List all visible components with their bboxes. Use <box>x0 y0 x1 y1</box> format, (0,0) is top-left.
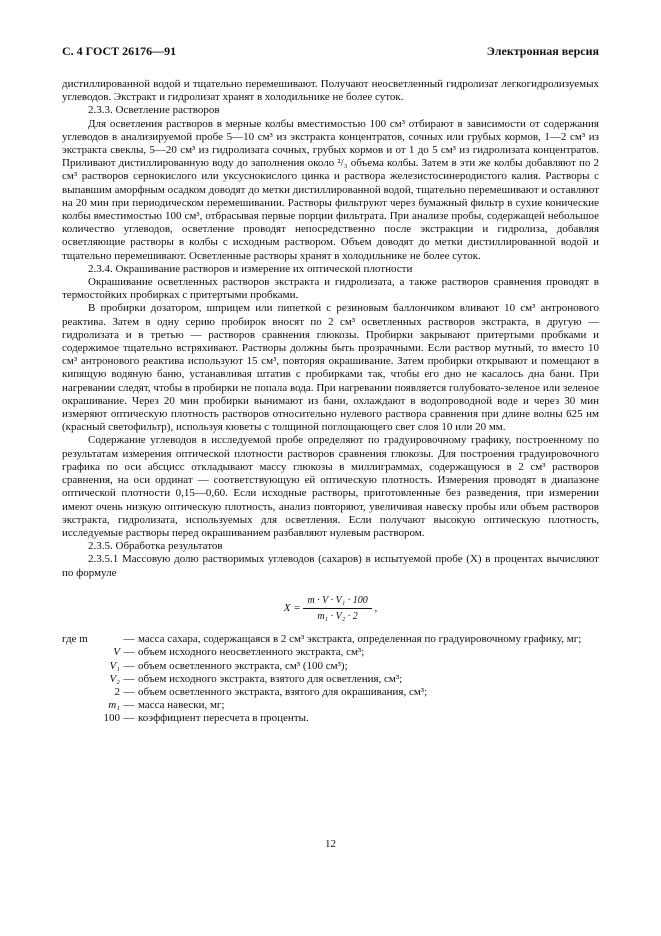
legend-symbol: V <box>113 646 120 659</box>
legend-text: масса сахара, содержащаяся в 2 см³ экстракта, определенная по градуировочному графику, мг; <box>138 633 582 646</box>
section-heading-2-3-3: 2.3.3. Осветление растворов <box>88 104 220 117</box>
paragraph-continuation: дистиллированной водой и тщательно перемешивают. Получают неосветленный гидролизат легкогидролизуемых углеводов. Экстракт и гидролизат хранят в холодильнике не более суток. <box>62 78 599 104</box>
paragraph-coloring-procedure: В пробирки дозатором, шприцем или пипеткой с резиновым баллончиком вливают 10 см³ антронового реактива. Затем в одну серию пробирок вносят по 2 см³ осветленных растворов экстракта, в другую — гидролизата и в третью — растворов сравнения глюкозы. Пробирки закрывают притертыми пробками и содержимое тщательно встряхивают. Растворы должны быть прозрачными. Если раствор мутный, то вместо 10 см³ антронового реактива используют 15 см³, повторяя окрашивание. Затем пробирки открывают и помещают в кипящую водяную баню, устанавливая штатив с пробирками так, чтобы его дно не касалось дна бани. При нагревании следят, чтобы в пробирки не попала вода. При нагревании появляется голубовато-зеленое или зеленое окрашивание. Через 20 мин пробирки вынимают из бани, охлаждают в водопроводной воде и через 30 мин измеряют оптическую плотность растворов относительно нулевого раствора сравнения при длине волны 625 нм (красный светофильтр), используя кюветы с толщиной поглощающего свет слоя 10 или 20 мм. <box>62 302 599 434</box>
formula-lhs: X = <box>283 601 301 614</box>
legend-text: объем исходного экстракта, взятого для осветления, см³; <box>138 672 403 685</box>
legend-row <box>62 646 599 659</box>
formula-numerator: m · V · V₁ · 100 <box>303 594 371 609</box>
legend-dash: — <box>123 659 135 672</box>
legend-text: объем осветленного экстракта, см³ (100 см³); <box>138 659 348 672</box>
formula <box>62 594 599 623</box>
document-body <box>62 78 599 726</box>
formula-legend <box>62 633 599 725</box>
section-heading-2-3-5: 2.3.5. Обработка результатов <box>88 540 223 553</box>
legend-symbol: 2 <box>114 685 120 698</box>
legend-row <box>62 673 599 686</box>
formula-denominator: m₁ · V₂ · 2 <box>317 610 358 622</box>
header-version: Электронная версия <box>486 44 599 58</box>
legend-symbol: где m <box>62 633 88 646</box>
legend-dash: — <box>123 646 135 659</box>
legend-dash: — <box>123 712 135 725</box>
legend-row <box>62 686 599 699</box>
legend-symbol: V₂ <box>109 672 120 685</box>
page-number: 12 <box>325 838 336 850</box>
legend-text: масса навески, мг; <box>138 699 225 712</box>
legend-dash: — <box>123 672 135 685</box>
legend-dash: — <box>123 699 135 712</box>
legend-text: коэффициент пересчета в проценты. <box>138 712 309 725</box>
header-standard-ref: С. 4 ГОСТ 26176—91 <box>62 44 177 58</box>
legend-symbol: V₁ <box>109 659 120 672</box>
legend-row <box>62 712 599 725</box>
legend-symbol: m₁ <box>108 699 120 712</box>
legend-row <box>62 699 599 712</box>
formula-tail: , <box>374 601 378 614</box>
legend-text: объем осветленного экстракта, взятого для окрашивания, см³; <box>138 685 428 698</box>
paragraph-calibration: Содержание углеводов в исследуемой пробе определяют по градуировочному графику, построенному по результатам измерения оптической плотности растворов сравнения глюкозы. Для построения градуировочного графика по оси абсцисс откладывают массу глюкозы в миллиграммах, содержащуюся в 2 см³ растворов сравнения, на оси ординат — соответствующую ей оптическую плотность. Измерения проводят в диапазоне оптической плотности 0,15—0,60. Если исходные растворы, приготовленные без разведения, при измерении имеют очень низкую оптическую плотность, анализ повторяют, увеличивая навеску пробы или объем растворов экстракта, гидролизата, используемых для осветления. Если получают высокую оптическую плотность, исследуемые растворы перед окрашиванием разбавляют нулевым раствором. <box>62 434 599 539</box>
legend-text: объем исходного неосветленного экстракта, см³; <box>138 646 365 659</box>
legend-dash: — <box>123 685 135 698</box>
legend-symbol: 100 <box>103 712 120 725</box>
legend-row <box>62 660 599 673</box>
paragraph-formula-intro: 2.3.5.1 Массовую долю растворимых углеводов (сахаров) в испытуемой пробе (X) в процентах вычисляют по формуле <box>62 553 599 579</box>
legend-row <box>62 633 599 646</box>
legend-dash: — <box>123 633 135 646</box>
paragraph-coloring-intro: Окрашивание осветленных растворов экстракта и гидролизата, а также растворов сравнения проводят в термостойких пробирках с притертыми пробками. <box>62 276 599 302</box>
paragraph-clarification: Для осветления растворов в мерные колбы вместимостью 100 см³ отбирают в зависимости от содержания углеводов в анализируемой пробе 5—10 см³ из экстракта концентратов, сочных или грубых кормов, 1—2 см³ из экстракта свеклы, 5—20 см³ из гидролизата сочных, грубых кормов и от 1 до 5 см³ из гидролизата концентратов. Приливают дистиллированную воду до заполнения около ²/₃ объема колбы. Затем в эти же колбы добавляют по 2 см³ растворов сернокислого или уксуснокислого цинка и раствора железистосинеродистого калия. Растворы с выпавшим аморфным осадком доводят до метки дистиллированной водой, тщательно перемешивают и оставляют на 20 мин при периодическом перемешивании. Растворы фильтруют через бумажный фильтр в сухие конические колбы вместимостью 100 см³, отбрасывая первые порции фильтрата. При анализе пробы, содержащей небольшое количество углеводов, осветление проводят непосредственно после экстракции и гидролиза, добавляя осветляющие растворы в колбы с исходным раствором. Объем доводят до метки дистиллированной водой и тщательно перемешивают. Осветленные растворы хранят в холодильнике не более суток. <box>62 117 599 262</box>
section-heading-2-3-4: 2.3.4. Окрашивание растворов и измерение их оптической плотности <box>88 262 413 275</box>
formula-fraction <box>303 594 371 623</box>
